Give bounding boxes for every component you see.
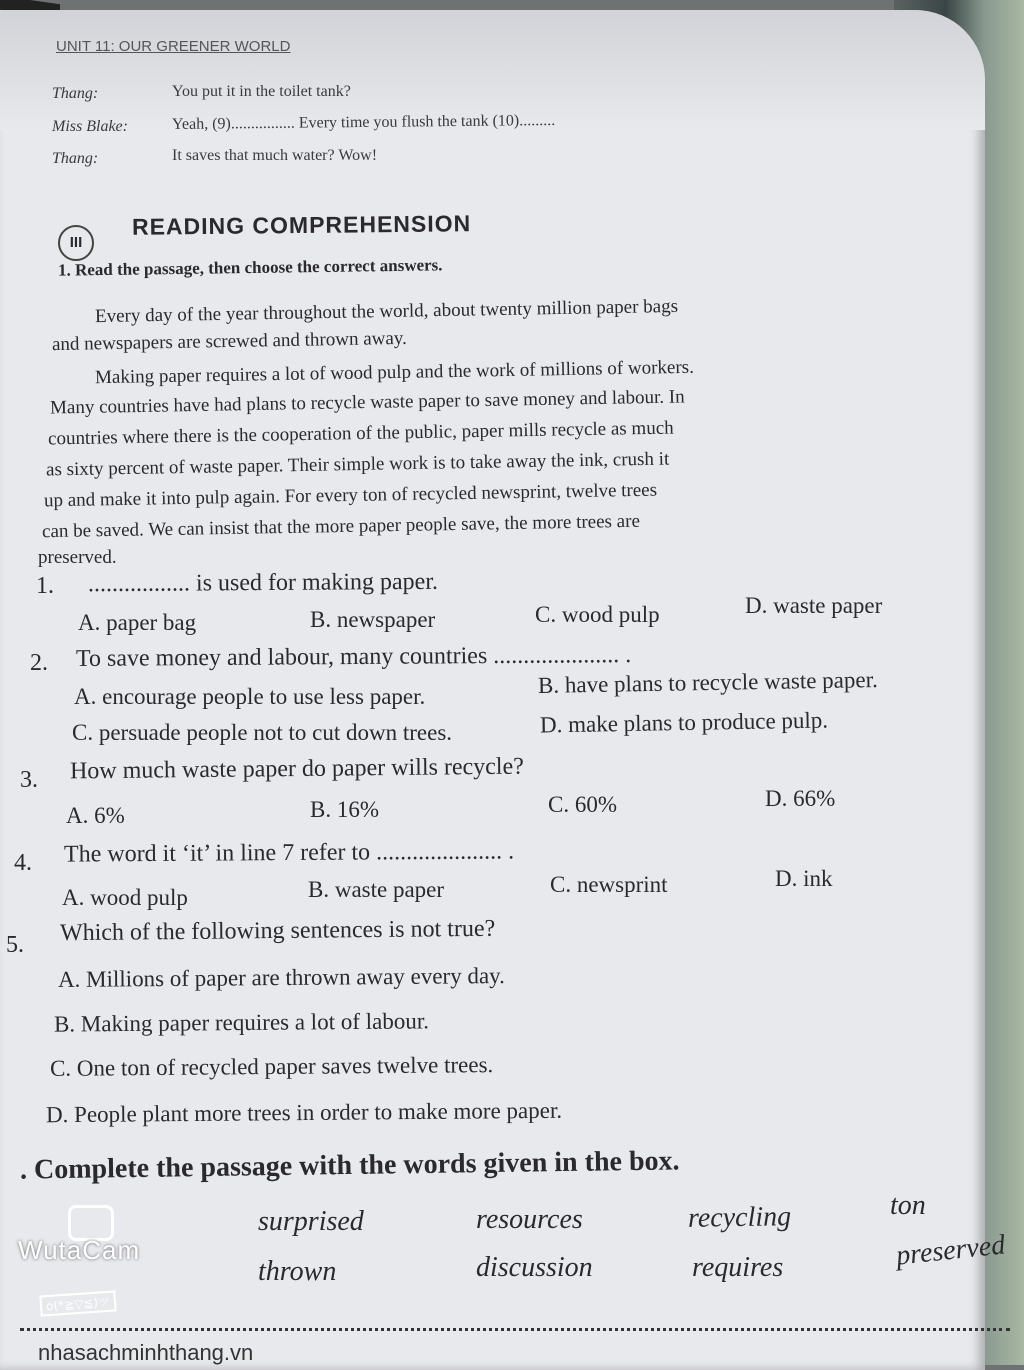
question-5-option-a: A. Millions of paper are thrown away every day. — [57, 963, 505, 992]
question-1-option-c: C. wood pulp — [535, 602, 660, 627]
question-4-option-b: B. waste paper — [308, 877, 445, 902]
question-2-option-c: C. persuade people not to cut down trees. — [72, 720, 453, 745]
question-5-text: Which of the following sentences is not true? — [59, 915, 496, 947]
question-4-text: The word it ‘it’ in line 7 refer to ..................... . — [63, 838, 515, 868]
question-4-number: 4. — [14, 850, 32, 876]
passage-line-8: can be saved. We can insist that the more paper people save, the more trees are — [41, 510, 641, 543]
question-1-option-b: B. newspaper — [310, 607, 436, 632]
dialogue-speaker-1: Thang: — [52, 85, 99, 102]
passage-line-3: Making paper requires a lot of wood pulp and the work of millions of workers. — [94, 356, 695, 389]
passage-line-6: as sixty percent of waste paper. Their simple work is to take away the ink, crush it — [45, 448, 670, 481]
word-box-item-2: resources — [476, 1204, 583, 1235]
question-1-text: ................. is used for making paper. — [87, 568, 439, 598]
question-1-number: 1. — [36, 573, 54, 599]
question-4-option-c: C. newsprint — [550, 872, 668, 897]
passage-line-5: countries where there is the cooperation of the public, paper mills recycle as much — [47, 417, 674, 450]
passage-line-4: Many countries have had plans to recycle waste paper to save money and labour. In — [49, 386, 685, 419]
dialogue-speaker-2: Miss Blake: — [52, 118, 128, 135]
section-title: READING COMPREHENSION — [131, 210, 472, 240]
question-2-option-d: D. make plans to produce pulp. — [539, 707, 829, 738]
question-3-number: 3. — [20, 767, 38, 793]
section-badge: III — [58, 225, 94, 261]
question-3-option-d: D. 66% — [765, 786, 836, 811]
question-3-option-a: A. 6% — [66, 803, 125, 828]
question-5-option-d: D. People plant more trees in order to make more paper. — [45, 1097, 563, 1128]
word-box-item-3: recycling — [687, 1201, 792, 1234]
dialogue-line-3: It saves that much water? Wow! — [172, 147, 378, 164]
question-3-option-b: B. 16% — [310, 797, 379, 822]
watermark-tag: o(*≧▽≦)ツ — [39, 1290, 116, 1316]
dialogue-line-2: Yeah, (9)................ Every time you flush the tank (10)......... — [171, 111, 556, 134]
footer-site: nhasachminhthang.vn — [38, 1340, 254, 1365]
word-box-item-6: discussion — [476, 1252, 593, 1283]
question-2-text: To save money and labour, many countries ..................... . — [75, 642, 632, 672]
word-box-item-8: preserved — [894, 1229, 1007, 1272]
word-box-item-5: thrown — [258, 1256, 337, 1287]
word-box-item-7: requires — [692, 1252, 784, 1283]
question-3-option-c: C. 60% — [548, 792, 617, 817]
passage-line-9: preserved. — [38, 547, 117, 568]
question-1-option-d: D. waste paper — [745, 593, 883, 618]
passage-line-7: up and make it into pulp again. For every ton of recycled newsprint, twelve trees — [43, 479, 658, 512]
question-5-option-c: C. One ton of recycled paper saves twelve trees. — [49, 1052, 494, 1081]
unit-header: UNIT 11: OUR GREENER WORLD — [56, 38, 291, 55]
question-5-option-b: B. Making paper requires a lot of labour. — [53, 1008, 430, 1037]
word-box-item-4: ton — [890, 1190, 926, 1221]
book-page — [0, 10, 1007, 1370]
passage-line-2: and newspapers are screwed and thrown away. — [51, 327, 408, 356]
passage-line-1: Every day of the year throughout the world, about twenty million paper bags — [94, 295, 679, 328]
question-3-text: How much waste paper do paper wills recycle? — [69, 753, 524, 785]
question-2-option-b: B. have plans to recycle waste paper. — [537, 667, 878, 698]
dialogue-speaker-3: Thang: — [52, 150, 99, 167]
question-4-option-d: D. ink — [775, 866, 833, 891]
question-2-number: 2. — [30, 650, 48, 676]
exercise2-title: . Complete the passage with the words given in the box. — [19, 1145, 680, 1186]
question-2-option-a: A. encourage people to use less paper. — [74, 684, 426, 709]
question-1-option-a: A. paper bag — [78, 610, 197, 635]
question-4-option-a: A. wood pulp — [62, 885, 188, 910]
footer-divider — [20, 1328, 1010, 1331]
dialogue-line-1: You put it in the toilet tank? — [172, 83, 351, 100]
exercise1-instruction: 1. Read the passage, then choose the correct answers. — [57, 255, 443, 280]
question-5-number: 5. — [6, 932, 24, 958]
watermark-logo: WutaCam — [18, 1235, 141, 1265]
word-box-item-1: surprised — [258, 1206, 364, 1237]
